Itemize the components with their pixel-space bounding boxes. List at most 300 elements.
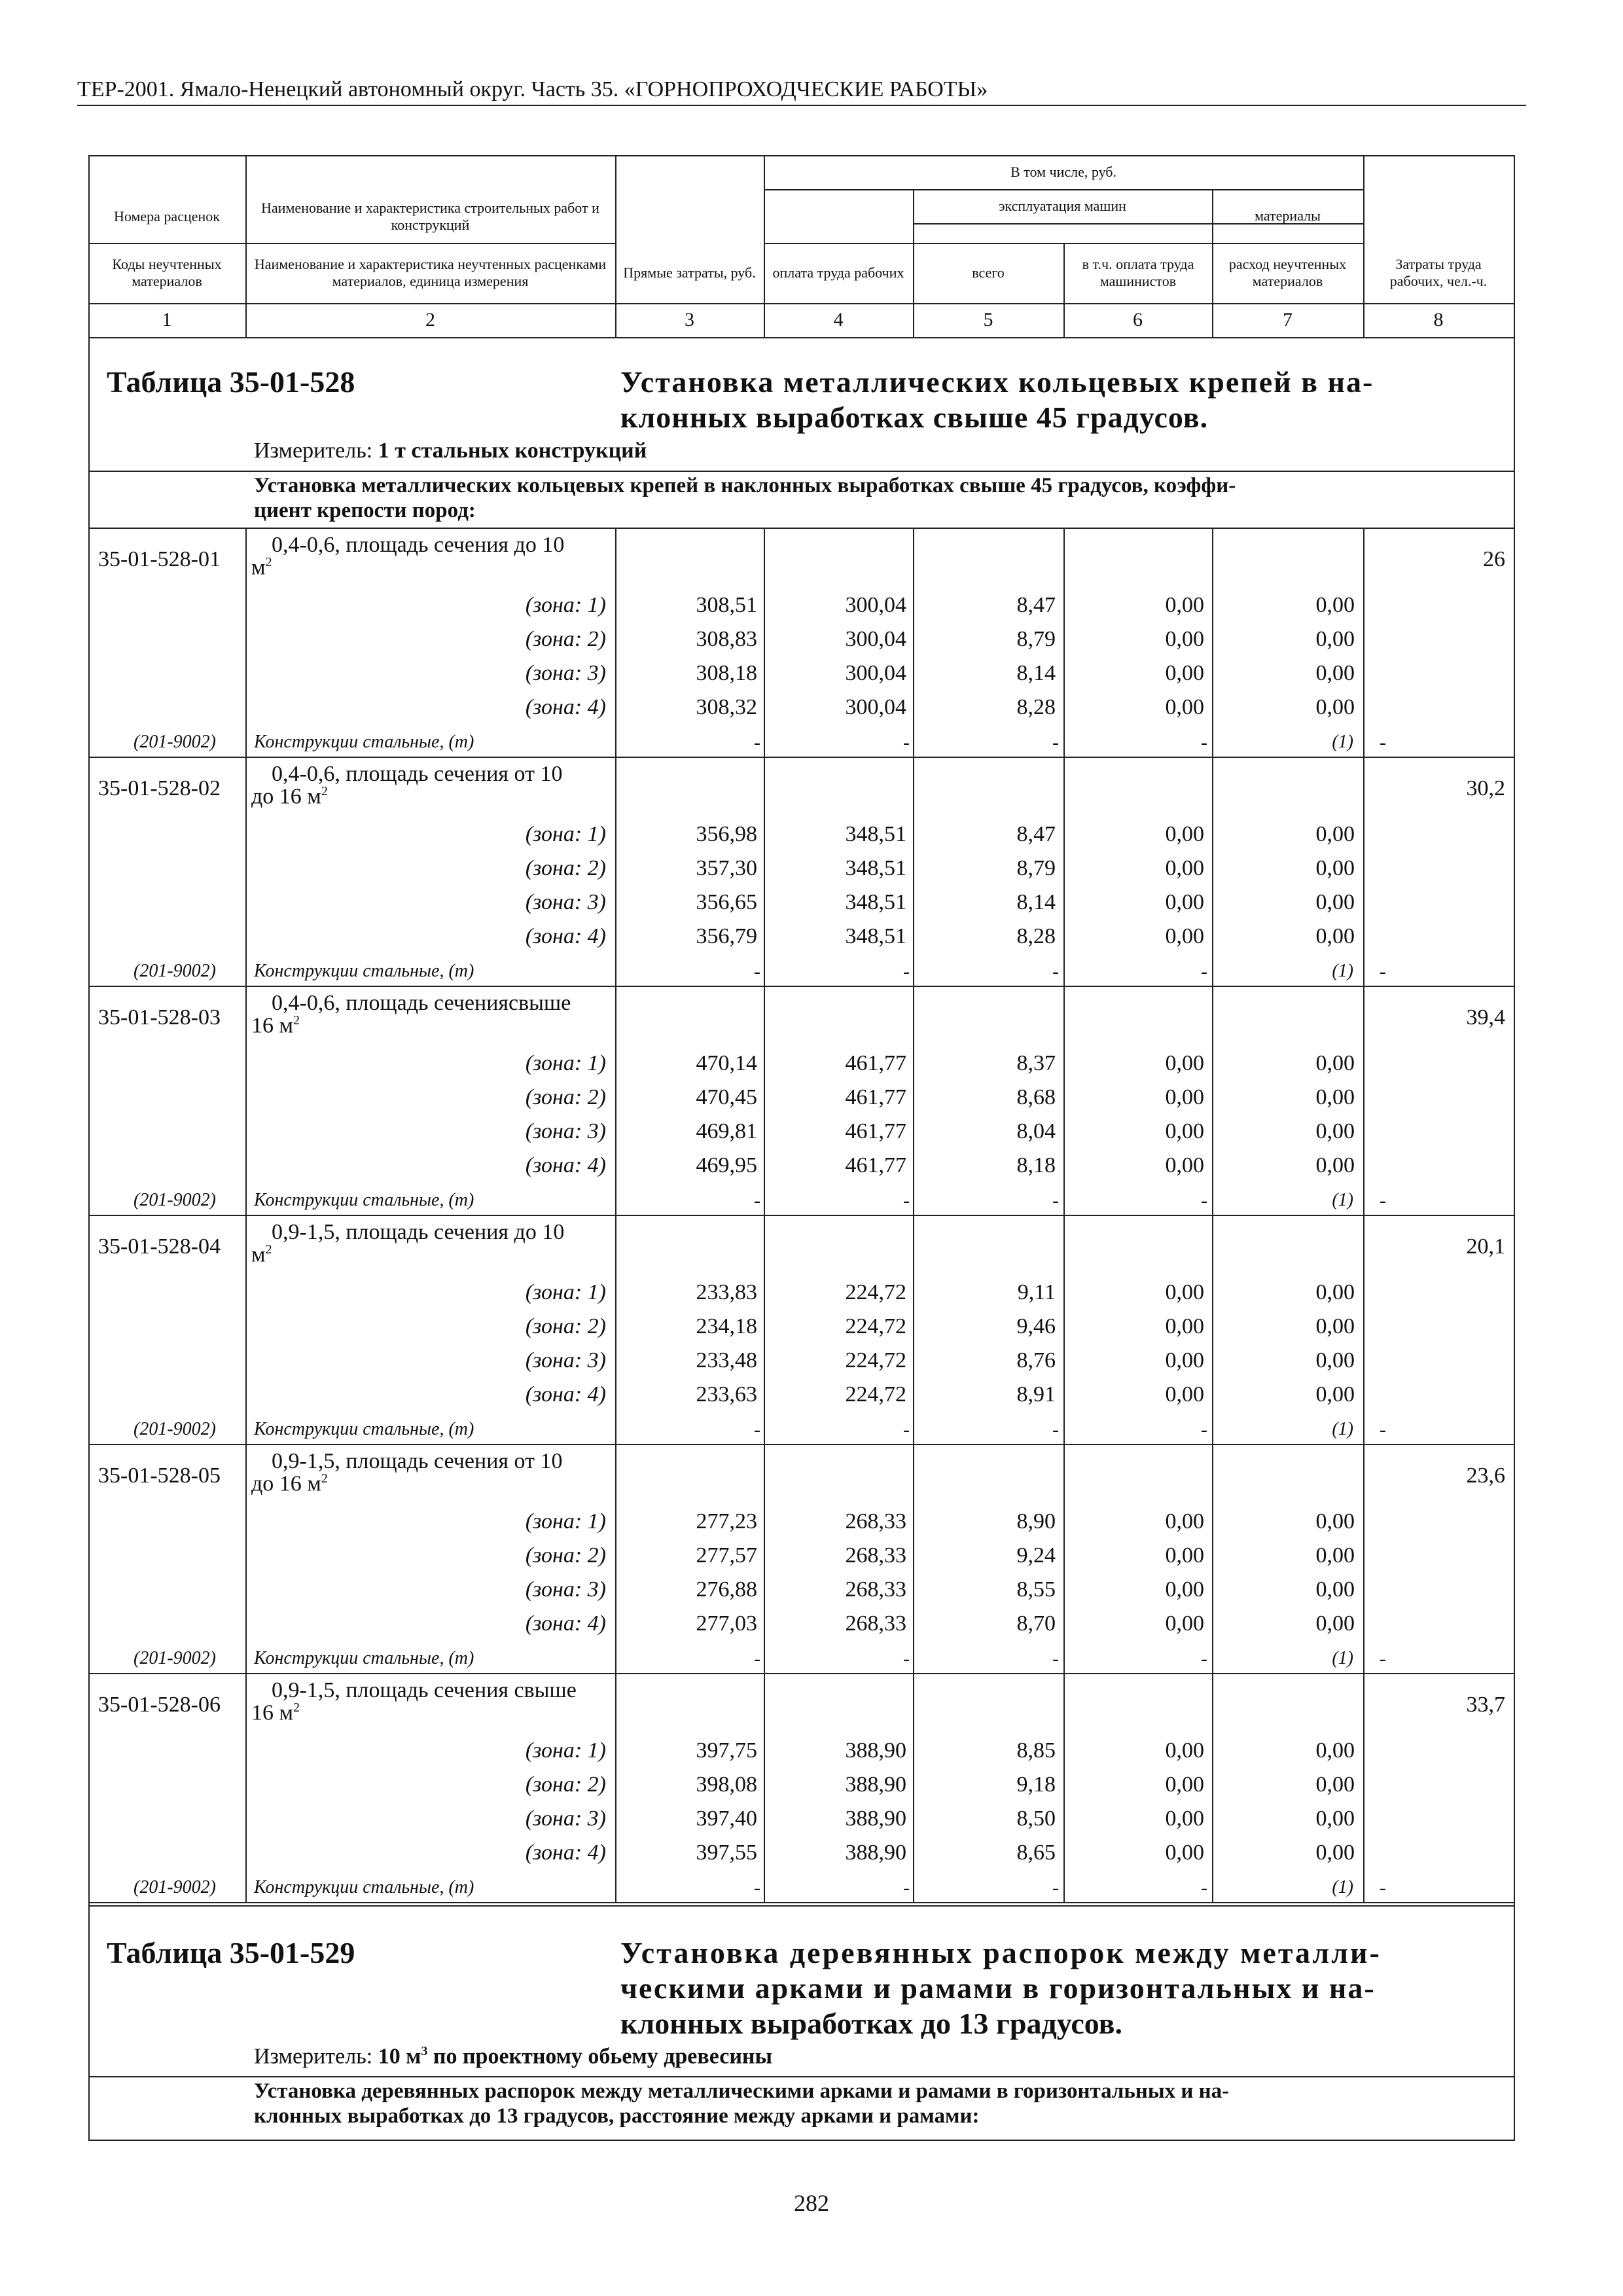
rule xyxy=(1363,1444,1364,1673)
col-header-work-name: Наименование и характеристика строительных работ и конструкций xyxy=(261,200,599,233)
dash: - xyxy=(1201,732,1207,753)
cost-wage: 268,33 xyxy=(845,1543,906,1568)
cost-direct: 397,75 xyxy=(696,1738,757,1763)
measure-label: Измеритель: xyxy=(254,2044,373,2069)
cost-mw: 0,00 xyxy=(1165,1577,1204,1602)
col-number: 8 xyxy=(1433,309,1444,331)
col-header-labor: Затраты труда рабочих, чел.-ч. xyxy=(1389,256,1488,289)
cost-mat: 0,00 xyxy=(1315,1840,1355,1865)
rate-code: 35-01-528-04 xyxy=(98,1234,221,1259)
cost-mw: 0,00 xyxy=(1165,1314,1204,1338)
col-number: 4 xyxy=(833,309,844,331)
cost-wage: 224,72 xyxy=(845,1314,906,1338)
col-number: 5 xyxy=(983,309,993,331)
zone-label: (зона: 2) xyxy=(525,1543,606,1568)
cost-direct: 277,23 xyxy=(696,1509,757,1534)
cost-mw: 0,00 xyxy=(1165,822,1204,846)
cost-mach: 8,76 xyxy=(1016,1348,1056,1372)
cost-mat: 0,00 xyxy=(1315,1577,1355,1602)
rule xyxy=(1363,757,1364,986)
measure-label: Измеритель: xyxy=(254,439,373,463)
cost-wage: 268,33 xyxy=(845,1509,906,1534)
cost-mw: 0,00 xyxy=(1165,695,1204,719)
rule xyxy=(913,757,914,986)
rule xyxy=(615,528,616,757)
rate-name-tail: до 16 м xyxy=(251,784,321,809)
measure-unit: 10 м xyxy=(378,2044,421,2069)
rule xyxy=(88,757,1514,758)
zone-label: (зона: 2) xyxy=(525,1772,606,1797)
labor-cost: 33,7 xyxy=(1466,1693,1505,1717)
col-header-wages: оплата труда рабочих xyxy=(772,264,904,281)
cost-mach: 9,18 xyxy=(1016,1772,1056,1797)
rule xyxy=(764,1215,765,1444)
rate-name xyxy=(251,1013,300,1038)
rule xyxy=(1063,1673,1065,1902)
cost-direct: 356,79 xyxy=(696,924,757,948)
material-qty: (1) xyxy=(1332,1419,1353,1439)
cost-wage: 300,04 xyxy=(845,627,906,651)
cost-mw: 0,00 xyxy=(1165,593,1204,617)
rate-name: 0,9-1,5, площадь сечения свыше xyxy=(272,1678,577,1702)
rate-code: 35-01-528-03 xyxy=(98,1005,221,1030)
col-header-including: В том числе, руб. xyxy=(1010,164,1116,180)
zone-label: (зона: 4) xyxy=(525,924,606,948)
measure-unit-tail: по проектному обьему древесины xyxy=(427,2044,773,2069)
rule xyxy=(245,528,247,757)
zone-label: (зона: 1) xyxy=(525,1509,606,1534)
rate-code: 35-01-528-01 xyxy=(98,547,221,571)
cost-mw: 0,00 xyxy=(1165,856,1204,880)
superscript: 2 xyxy=(293,1013,300,1028)
cost-mw: 0,00 xyxy=(1165,1772,1204,1797)
col-header-direct-costs: Прямые затраты, руб. xyxy=(623,264,756,281)
rate-name-tail: 16 м xyxy=(251,1013,294,1038)
material-qty: (1) xyxy=(1332,1190,1353,1210)
col-header-operator-wages: в т.ч. оплата труда машинистов xyxy=(1082,256,1194,289)
rate-name: 0,4-0,6, площадь сечения до 10 xyxy=(272,533,565,557)
cost-mach: 8,37 xyxy=(1016,1051,1056,1075)
cost-mw: 0,00 xyxy=(1165,1611,1204,1636)
dash: - xyxy=(1052,1877,1059,1899)
cost-mach: 8,65 xyxy=(1016,1840,1056,1865)
col-number: 1 xyxy=(162,309,172,331)
cost-direct: 469,95 xyxy=(696,1153,757,1177)
cost-wage: 268,33 xyxy=(845,1611,906,1636)
table-id: Таблица 35-01-529 xyxy=(107,1936,355,1969)
cost-wage: 348,51 xyxy=(845,856,906,880)
material-qty: (1) xyxy=(1332,1877,1353,1897)
measure-line xyxy=(254,2044,772,2069)
material-name: Конструкции стальные, (т) xyxy=(254,1648,474,1668)
rule xyxy=(245,757,247,986)
dash: - xyxy=(754,1419,760,1441)
cost-wage: 461,77 xyxy=(845,1153,906,1177)
rule xyxy=(764,528,765,757)
cost-direct: 357,30 xyxy=(696,856,757,880)
cost-wage: 300,04 xyxy=(845,661,906,685)
dash: - xyxy=(1380,1190,1386,1211)
rule xyxy=(615,986,616,1215)
cost-wage: 268,33 xyxy=(845,1577,906,1602)
material-name: Конструкции стальные, (т) xyxy=(254,1419,474,1439)
zone-label: (зона: 1) xyxy=(525,1051,606,1075)
rate-name-tail: м xyxy=(251,555,266,580)
rate-code: 35-01-528-05 xyxy=(98,1463,221,1488)
zone-label: (зона: 1) xyxy=(525,1280,606,1304)
cost-mach: 8,28 xyxy=(1016,695,1056,719)
labor-cost: 26 xyxy=(1483,547,1505,571)
rule xyxy=(245,1215,247,1444)
cost-mat: 0,00 xyxy=(1315,1051,1355,1075)
cost-mat: 0,00 xyxy=(1315,1806,1355,1831)
rule xyxy=(88,337,1514,338)
cost-mach: 8,79 xyxy=(1016,856,1056,880)
rate-name xyxy=(251,1242,272,1267)
dash: - xyxy=(1201,1190,1207,1211)
cost-mw: 0,00 xyxy=(1165,890,1204,914)
material-code: (201-9002) xyxy=(134,1419,216,1439)
cost-mach: 8,14 xyxy=(1016,661,1056,685)
dash: - xyxy=(1380,1419,1386,1441)
rate-name: 0,4-0,6, площадь сечения от 10 xyxy=(272,762,563,786)
cost-mat: 0,00 xyxy=(1315,1738,1355,1763)
zone-label: (зона: 3) xyxy=(525,1577,606,1602)
cost-direct: 397,55 xyxy=(696,1840,757,1865)
rule xyxy=(88,1444,1514,1445)
table-title: Установка деревянных распорок между металли- xyxy=(620,1936,1382,1969)
cost-mw: 0,00 xyxy=(1165,1280,1204,1304)
rule xyxy=(1212,986,1213,1215)
cost-wage: 388,90 xyxy=(845,1738,906,1763)
cost-mach: 8,04 xyxy=(1016,1119,1056,1143)
cost-mat: 0,00 xyxy=(1315,627,1355,651)
cost-mat: 0,00 xyxy=(1315,1509,1355,1534)
cost-mat: 0,00 xyxy=(1315,856,1355,880)
cost-mw: 0,00 xyxy=(1165,627,1204,651)
material-name: Конструкции стальные, (т) xyxy=(254,1877,474,1897)
cost-direct: 397,40 xyxy=(696,1806,757,1831)
rate-name xyxy=(251,1700,300,1725)
zone-label: (зона: 1) xyxy=(525,822,606,846)
labor-cost: 39,4 xyxy=(1466,1005,1505,1030)
rule xyxy=(764,1444,765,1673)
cost-mach: 8,79 xyxy=(1016,627,1056,651)
cost-mw: 0,00 xyxy=(1165,1382,1204,1407)
header-rule xyxy=(77,105,1526,106)
cost-direct: 277,03 xyxy=(696,1611,757,1636)
cost-direct: 356,65 xyxy=(696,890,757,914)
section-description: циент крепости пород: xyxy=(254,499,476,522)
rule xyxy=(615,1444,616,1673)
cost-mat: 0,00 xyxy=(1315,1382,1355,1407)
zone-label: (зона: 4) xyxy=(525,695,606,719)
material-name: Конструкции стальные, (т) xyxy=(254,732,474,752)
rule xyxy=(1363,1673,1364,1902)
cost-mat: 0,00 xyxy=(1315,1772,1355,1797)
rule xyxy=(1212,1444,1213,1673)
zone-label: (зона: 4) xyxy=(525,1382,606,1407)
cost-mw: 0,00 xyxy=(1165,1051,1204,1075)
rule xyxy=(1063,1215,1065,1444)
col-number: 2 xyxy=(425,309,435,331)
zone-label: (зона: 3) xyxy=(525,1119,606,1143)
table-title: клонных выработках до 13 градусов. xyxy=(620,2007,1122,2040)
superscript: 2 xyxy=(265,555,272,569)
rule xyxy=(1363,1215,1364,1444)
cost-mach: 9,46 xyxy=(1016,1314,1056,1338)
cost-wage: 300,04 xyxy=(845,593,906,617)
cost-mach: 8,18 xyxy=(1016,1153,1056,1177)
cost-direct: 276,88 xyxy=(696,1577,757,1602)
material-name: Конструкции стальные, (т) xyxy=(254,1190,474,1210)
col-header-material-name: Наименование и характеристика неучтенных расценками материалов, единица измерения xyxy=(254,256,607,289)
section-description: Установка деревянных распорок между металлическими арками и рамами в горизонтальных и на- xyxy=(254,2079,1230,2103)
rule xyxy=(1063,757,1065,986)
cost-mw: 0,00 xyxy=(1165,924,1204,948)
rate-name-tail: м xyxy=(251,1242,266,1267)
rule xyxy=(1063,1444,1065,1673)
rate-name: 0,4-0,6, площадь сечениясвыше xyxy=(272,991,571,1015)
rule xyxy=(88,471,1514,472)
cost-mat: 0,00 xyxy=(1315,1611,1355,1636)
labor-cost: 20,1 xyxy=(1466,1234,1505,1259)
rule xyxy=(1212,757,1213,986)
cost-wage: 388,90 xyxy=(845,1772,906,1797)
cost-mat: 0,00 xyxy=(1315,1280,1355,1304)
rule xyxy=(764,986,765,1215)
rate-name xyxy=(251,784,328,809)
cost-mw: 0,00 xyxy=(1165,1348,1204,1372)
material-code: (201-9002) xyxy=(134,1190,216,1210)
zone-label: (зона: 3) xyxy=(525,1348,606,1372)
rate-name: 0,9-1,5, площадь сечения от 10 xyxy=(272,1449,563,1473)
cost-wage: 348,51 xyxy=(845,890,906,914)
cost-mat: 0,00 xyxy=(1315,695,1355,719)
cost-wage: 224,72 xyxy=(845,1348,906,1372)
cost-mat: 0,00 xyxy=(1315,661,1355,685)
cost-mach: 8,47 xyxy=(1016,593,1056,617)
rule xyxy=(88,528,1514,529)
dash: - xyxy=(1380,1877,1386,1899)
zone-label: (зона: 1) xyxy=(525,1738,606,1763)
running-header: ТЕР-2001. Ямало-Ненецкий автономный округ. Часть 35. «ГОРНОПРОХОДЧЕСКИЕ РАБОТЫ» xyxy=(77,77,988,101)
dash: - xyxy=(1052,1190,1059,1211)
cost-mach: 8,47 xyxy=(1016,822,1056,846)
rule xyxy=(88,1905,1514,1907)
zone-label: (зона: 2) xyxy=(525,1085,606,1109)
cost-direct: 308,83 xyxy=(696,627,757,651)
rule xyxy=(245,1444,247,1673)
superscript: 2 xyxy=(321,1471,328,1486)
cost-mat: 0,00 xyxy=(1315,924,1355,948)
cost-mat: 0,00 xyxy=(1315,822,1355,846)
table-id: Таблица 35-01-528 xyxy=(107,365,355,399)
measure-unit: 1 т стальных конструкций xyxy=(378,439,647,463)
zone-label: (зона: 2) xyxy=(525,1314,606,1338)
rule xyxy=(1063,528,1065,757)
cost-mw: 0,00 xyxy=(1165,1543,1204,1568)
page-number: 282 xyxy=(794,2190,829,2216)
labor-cost: 23,6 xyxy=(1466,1463,1505,1488)
zone-label: (зона: 3) xyxy=(525,1806,606,1831)
cost-direct: 308,32 xyxy=(696,695,757,719)
rule xyxy=(1212,1215,1213,1444)
cost-mach: 8,85 xyxy=(1016,1738,1056,1763)
cost-direct: 470,45 xyxy=(696,1085,757,1109)
table-title: ческими арками и рамами в горизонтальных и на- xyxy=(620,1971,1376,2005)
rule xyxy=(245,1673,247,1902)
cost-mach: 8,55 xyxy=(1016,1577,1056,1602)
zone-label: (зона: 2) xyxy=(525,627,606,651)
dash: - xyxy=(1052,1419,1059,1441)
col-header-rate-numbers: Номера расценок xyxy=(114,208,220,224)
cost-wage: 348,51 xyxy=(845,822,906,846)
cost-mat: 0,00 xyxy=(1315,1314,1355,1338)
dash: - xyxy=(903,1648,910,1670)
dash: - xyxy=(1201,1877,1207,1899)
cost-wage: 388,90 xyxy=(845,1840,906,1865)
material-name: Конструкции стальные, (т) xyxy=(254,961,474,981)
col-number: 6 xyxy=(1133,309,1143,331)
cost-mat: 0,00 xyxy=(1315,1543,1355,1568)
superscript: 2 xyxy=(321,784,328,798)
cost-mach: 9,11 xyxy=(1017,1280,1056,1304)
dash: - xyxy=(1052,1648,1059,1670)
dash: - xyxy=(1380,732,1386,753)
dash: - xyxy=(903,732,910,753)
rule xyxy=(1363,986,1364,1215)
rate-name xyxy=(251,1471,328,1496)
cost-mat: 0,00 xyxy=(1315,1153,1355,1177)
dash: - xyxy=(754,1190,760,1211)
material-code: (201-9002) xyxy=(134,961,216,981)
col-header-materials: материалы xyxy=(1255,207,1321,224)
rate-code: 35-01-528-06 xyxy=(98,1693,221,1717)
cost-mw: 0,00 xyxy=(1165,1840,1204,1865)
dash: - xyxy=(754,1877,760,1899)
dash: - xyxy=(1201,1419,1207,1441)
dash: - xyxy=(754,732,760,753)
rule xyxy=(245,986,247,1215)
cost-mat: 0,00 xyxy=(1315,1348,1355,1372)
rule xyxy=(1212,528,1213,757)
rule xyxy=(615,1215,616,1444)
rate-name: 0,9-1,5, площадь сечения до 10 xyxy=(272,1220,565,1244)
col-header-material-codes: Коды неучтенных материалов xyxy=(112,256,222,289)
cost-wage: 461,77 xyxy=(845,1051,906,1075)
cost-mw: 0,00 xyxy=(1165,1509,1204,1534)
cost-direct: 277,57 xyxy=(696,1543,757,1568)
cost-mat: 0,00 xyxy=(1315,593,1355,617)
dash: - xyxy=(903,961,910,982)
dash: - xyxy=(1201,1648,1207,1670)
cost-mach: 8,14 xyxy=(1016,890,1056,914)
cost-direct: 308,18 xyxy=(696,661,757,685)
dash: - xyxy=(1052,961,1059,982)
measure-line xyxy=(254,439,647,463)
rule xyxy=(88,986,1514,987)
zone-label: (зона: 1) xyxy=(525,593,606,617)
cost-mach: 8,28 xyxy=(1016,924,1056,948)
cost-wage: 388,90 xyxy=(845,1806,906,1831)
cost-wage: 300,04 xyxy=(845,695,906,719)
cost-wage: 224,72 xyxy=(845,1280,906,1304)
material-qty: (1) xyxy=(1332,1648,1353,1668)
cost-mat: 0,00 xyxy=(1315,1085,1355,1109)
cost-direct: 398,08 xyxy=(696,1772,757,1797)
table-title: клонных выработках свыше 45 градусов. xyxy=(620,401,1209,434)
cost-mat: 0,00 xyxy=(1315,1119,1355,1143)
cost-direct: 470,14 xyxy=(696,1051,757,1075)
zone-label: (зона: 3) xyxy=(525,661,606,685)
zone-label: (зона: 4) xyxy=(525,1840,606,1865)
cost-direct: 356,98 xyxy=(696,822,757,846)
zone-label: (зона: 4) xyxy=(525,1153,606,1177)
col-number: 3 xyxy=(685,309,694,331)
cost-wage: 224,72 xyxy=(845,1382,906,1407)
rate-code: 35-01-528-02 xyxy=(98,776,221,800)
rule xyxy=(764,1673,765,1902)
dash: - xyxy=(903,1419,910,1441)
cost-mw: 0,00 xyxy=(1165,1153,1204,1177)
cost-mat: 0,00 xyxy=(1315,890,1355,914)
section-description: Установка металлических кольцевых крепей в наклонных выработках свыше 45 градусов, коэффи- xyxy=(254,474,1236,497)
zone-label: (зона: 3) xyxy=(525,890,606,914)
rate-name xyxy=(251,555,272,580)
cost-direct: 233,48 xyxy=(696,1348,757,1372)
material-code: (201-9002) xyxy=(134,732,216,752)
material-qty: (1) xyxy=(1332,961,1353,981)
rule xyxy=(913,1673,914,1902)
cost-mw: 0,00 xyxy=(1165,1738,1204,1763)
dash: - xyxy=(754,961,760,982)
rule xyxy=(1212,1673,1213,1902)
cost-wage: 348,51 xyxy=(845,924,906,948)
superscript: 2 xyxy=(265,1242,272,1257)
dash: - xyxy=(1201,961,1207,982)
zone-label: (зона: 2) xyxy=(525,856,606,880)
cost-mw: 0,00 xyxy=(1165,661,1204,685)
cost-mach: 8,91 xyxy=(1016,1382,1056,1407)
rule xyxy=(88,1673,1514,1674)
dash: - xyxy=(903,1190,910,1211)
material-code: (201-9002) xyxy=(134,1648,216,1668)
rule xyxy=(88,1215,1514,1216)
dash: - xyxy=(1380,1648,1386,1670)
rule xyxy=(615,757,616,986)
superscript: 3 xyxy=(421,2044,428,2058)
cost-direct: 308,51 xyxy=(696,593,757,617)
zone-label: (зона: 4) xyxy=(525,1611,606,1636)
dash: - xyxy=(754,1648,760,1670)
cost-direct: 469,81 xyxy=(696,1119,757,1143)
section-description: клонных выработках до 13 градусов, расстояние между арками и рамами: xyxy=(254,2104,980,2128)
col-header-machines: эксплуатация машин xyxy=(999,198,1126,214)
col-header-machines-total: всего xyxy=(972,264,1005,281)
cost-mach: 8,68 xyxy=(1016,1085,1056,1109)
cost-mach: 8,90 xyxy=(1016,1509,1056,1534)
cost-direct: 233,63 xyxy=(696,1382,757,1407)
cost-wage: 461,77 xyxy=(845,1085,906,1109)
table-title: Установка металлических кольцевых крепей в на- xyxy=(620,365,1374,399)
cost-mach: 8,70 xyxy=(1016,1611,1056,1636)
dash: - xyxy=(903,1877,910,1899)
cost-mach: 9,24 xyxy=(1016,1543,1056,1568)
material-qty: (1) xyxy=(1332,732,1353,752)
dash: - xyxy=(1052,732,1059,753)
rule xyxy=(913,986,914,1215)
